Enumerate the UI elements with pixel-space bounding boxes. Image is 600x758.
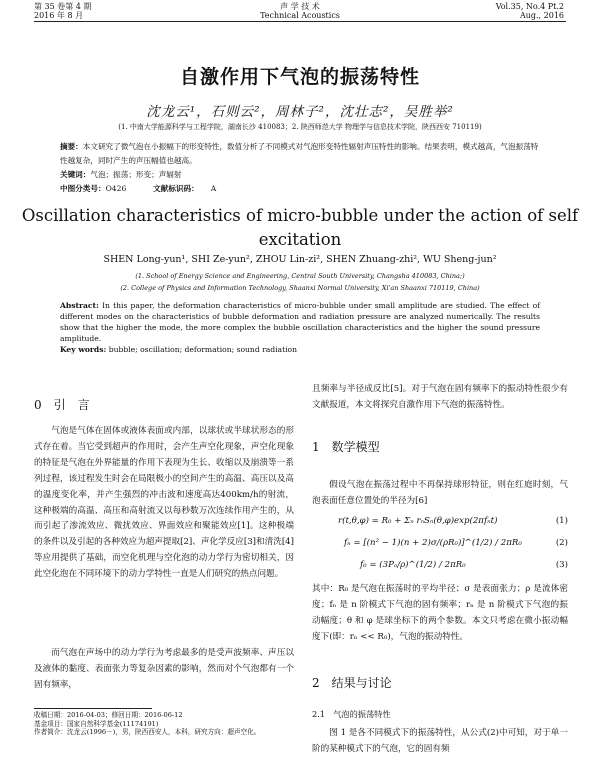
header-rule [34, 21, 566, 22]
title-cn: 自激作用下气泡的振荡特性 [179, 66, 420, 88]
section-1-heading: 1 数学模型 [312, 440, 380, 454]
abstract-en-body [60, 300, 540, 344]
abstract-cn-text: 本文研究了微气泡在小振幅下的形变特性，数值分析了不同模式对气泡形变特性辐射声压特性的影响。结果表明，模式越高，气泡振荡特性越复杂，同时产生的声压幅值也越高。 [60, 142, 539, 165]
section-1-paragraph-1: 假设气泡在振荡过程中不再保持球形特征，则在红庭时刻，气泡表面任意位置处的半径为[6] [312, 480, 568, 506]
equation-1-number: (1) [555, 516, 568, 526]
footnote-received: 收稿日期：2016-04-03；修回日期：2016-06-12 [34, 711, 183, 719]
section-0-paragraph-1: 气泡是气体在固体或液体表面或内部，以球状或半球状形态的形式存在着。当它受到超声的作用时，会产生声空化现象，声空化现象的特征是气泡在外界能量的作用下表现为生长、收缩以及崩溃等一系列过程，该过程发生时会在局限极小的空间产生的高温、高压以及高的温度变化率，并产生强烈的冲击波和速度高达400km/h的射流，这种极端的高温、高压和高射流又以每秒数万次连续作用产生的，从而引起了渗流效应、微扰效应、界面效应和聚能效应[1]。这种极端的条件以及引起的各种效应为超声提取[2]、声化学反应[3]和清洗[4]等应用提供了基础，而空化机理与空化泡的动力学行为密切相关，因此空化泡在不同环境下的动力学特性一直是人们研究的热点问题。 [34, 426, 294, 580]
affiliation-en-2: (2. College of Physics and Information Technology, Shaanxi Normal University, Xi'an Shaanxi 710119, China) [120, 284, 480, 292]
abstract-en-text: In this paper, the deformation characteristics of micro-bubble under small amplitude are studied. The effect of different modes on the characteristics of bubble deformation and radiation pressure are analyzed numerically. The results show that the higher the mode, the more complex the bubble oscillation characteristics and the higher the sound pressure amplitude. [60, 301, 540, 343]
running-header [0, 0, 600, 22]
section-1-paragraph-2: 其中：R₀ 是气泡在振荡时的平均半径；σ 是表面张力；ρ 是流体密度；fₙ 是 n 阶模式下气泡的固有频率；rₙ 是 n 阶模式下气泡的振动幅度；θ 和 φ 是球坐标下的两个参数。本文只考虑在微小振动幅度下(即：rₙ << R₀)，气泡的振动特性。 [312, 584, 568, 642]
equation-3 [360, 560, 568, 576]
abstract-cn-body [60, 140, 540, 168]
abstract-en-label: Abstract: [60, 301, 99, 310]
authors-en: SHEN Long-yun¹, SHI Ze-yun², ZHOU Lin-zi², SHEN Zhuang-zhi², WU Sheng-jun² [103, 254, 497, 265]
keywords-cn-label: 关键词： [60, 170, 91, 179]
section-0-paragraph-2: 而气泡在声场中的动力学行为考虑最多的是受声波频率、声压以及液体的黏度、表面张力等复杂因素的影响，然而对个气泡都有一个固有频率， [34, 648, 294, 690]
affiliation-cn: (1. 中南大学能源科学与工程学院，湖南长沙 410083；2. 陕西师范大学 物理学与信息技术学院，陕西西安 710119) [118, 123, 482, 131]
section-2-1-paragraph-1: 图 1 是各不同模式下的振荡特性，从公式(2)中可知，对于单一阶的某种模式下的气泡，它的固有频 [312, 728, 568, 754]
title-en: Oscillation characteristics of micro-bubble under the action of self excitation [21, 206, 579, 249]
equation-3-expr: f₀ = (3Pₒ/ρ)^(1/2) / 2πR₀ [360, 560, 466, 570]
abstract-cn [60, 140, 540, 196]
equation-2 [344, 538, 568, 554]
equation-3-number: (3) [555, 560, 568, 570]
abstract-en [60, 300, 540, 355]
section-2-heading: 2 结果与讨论 [312, 676, 392, 690]
keywords-en [60, 344, 540, 355]
affiliation-en-1: (1. School of Energy Science and Engineering, Central South University, Changsha 410083, China;) [135, 272, 465, 280]
keywords-en-text: bubble; oscillation; deformation; sound radiation [108, 345, 298, 354]
footnote-author: 作者简介：沈龙云(1996－)，男，陕西西安人，本科，研究方向：超声空化。 [34, 728, 261, 736]
header-journal-issue: 第 35 卷第 4 期 2016 年 8 月 [34, 2, 92, 20]
clc-value: O426 [105, 184, 127, 193]
equation-2-number: (2) [555, 538, 568, 548]
classification-cn [60, 182, 540, 196]
keywords-en-label: Key words: [60, 345, 107, 354]
equation-2-expr: fₙ = [(n² − 1)(n + 2)σ/(ρR₀)]^(1/2) / 2πR₀ [344, 538, 522, 548]
right-paragraph-continued: 且频率与半径成反比[5]。对于气泡在固有频率下的振动特性很少有文献报道，本文将探究自激作用下气泡的振荡特性。 [312, 384, 568, 410]
doc-code-value: A [210, 184, 217, 193]
abstract-cn-label: 摘要： [60, 142, 83, 151]
equation-1-expr: r(t,θ,φ) = R₀ + Σₙ rₙSₙ(θ,φ)exp(2πfₙt) [338, 516, 498, 526]
keywords-cn [60, 168, 540, 182]
header-journal-name: 声 学 技 术 Technical Acoustics [260, 2, 340, 20]
authors-cn: 沈龙云¹，石则云²，周林子²，沈壮志²，吴胜举² [146, 104, 454, 120]
section-0-heading: 0 引 言 [34, 398, 90, 412]
doc-code-label: 文献标识码： [153, 184, 199, 193]
section-2-1-heading: 2.1 气泡的振荡特性 [312, 709, 391, 719]
footnote-fund: 基金项目：国家自然科学基金(11174191) [34, 719, 159, 728]
header-volume: Vol.35, No.4 Pt.2 Aug., 2016 [495, 2, 564, 20]
footnote [34, 711, 294, 737]
equation-1 [338, 516, 568, 532]
footnote-rule [34, 708, 152, 709]
clc-label: 中图分类号： [60, 184, 106, 193]
keywords-cn-text: 气泡；振荡；形变；声辐射 [90, 170, 182, 179]
